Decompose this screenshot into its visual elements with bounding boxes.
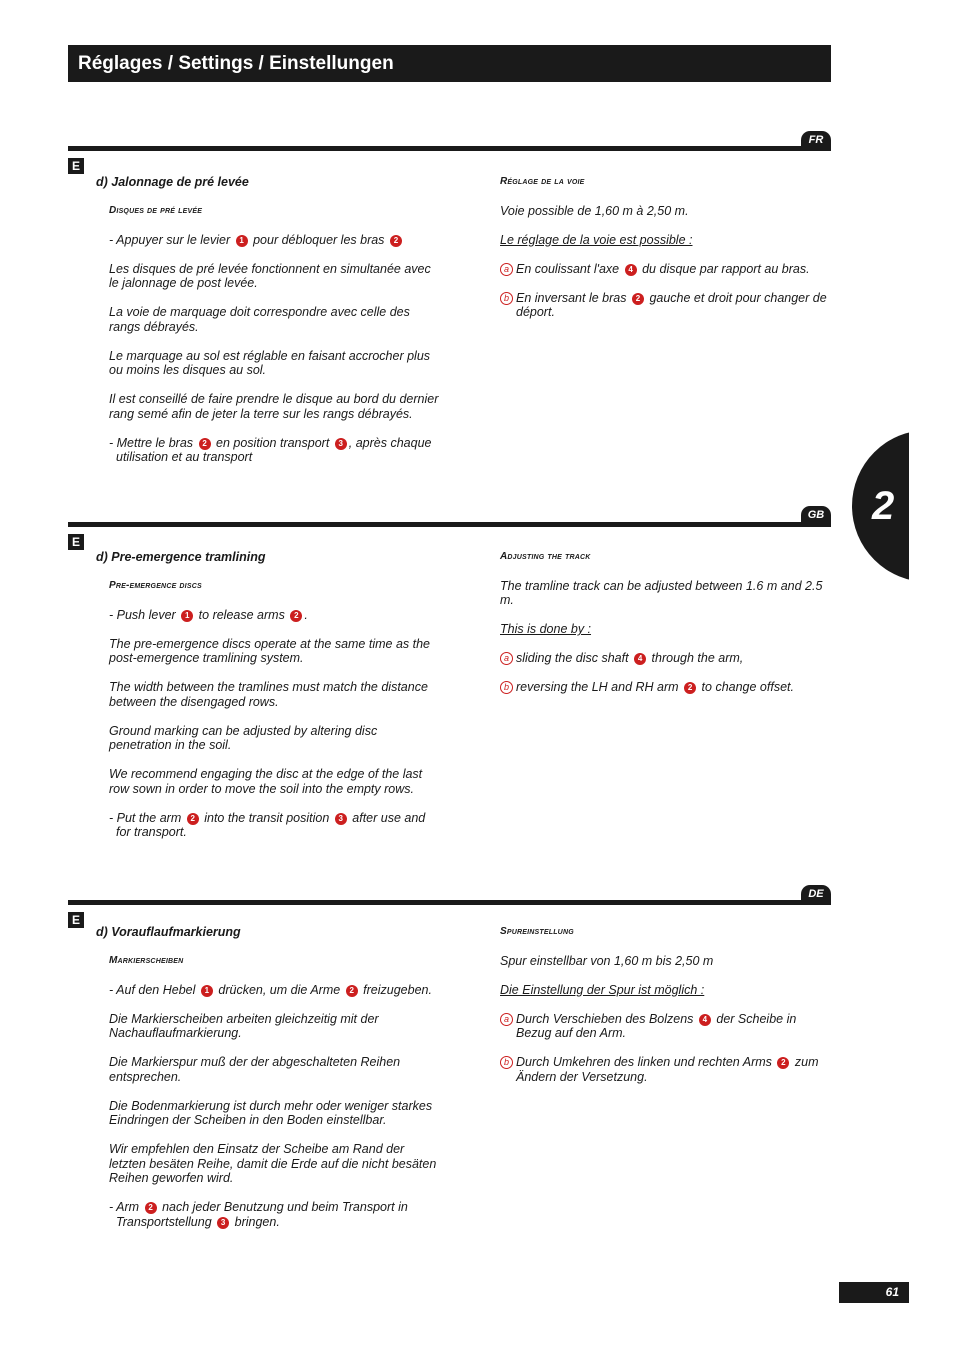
gb-right-column (500, 550, 832, 709)
paragraph: Voie possible de 1,60 m à 2,50 m. (500, 203, 689, 218)
option-a: a Durch Verschieben des Bolzens 4 der Scheibe in Bezug auf den Arm. (500, 1012, 832, 1041)
paragraph: We recommend engaging the disc at the edge of the last row sown in order to move the soil into the empty rows. (109, 767, 423, 796)
paragraph: Die Einstellung der Spur ist möglich : (500, 982, 705, 997)
instruction: - Mettre le bras 2 en position transport 3 , après chaque utilisation et au transport (109, 435, 432, 465)
subsection-title: Disques de pré levée (109, 204, 203, 216)
paragraph: Il est conseillé de faire prendre le disque au bord du dernier rang semé afin de jeter la terre sur les rangs débrayés. (109, 392, 439, 421)
subsection-title: Pre-emergence discs (109, 579, 202, 591)
section-marker-gb: E (68, 534, 84, 550)
paragraph: Ground marking can be adjusted by altering disc penetration in the soil. (109, 723, 378, 753)
section-rule-gb (68, 522, 831, 527)
section-title: d) Vorauflaufmarkierung (96, 925, 241, 939)
option-a: a sliding the disc shaft 4 through the arm, (500, 651, 832, 666)
callout-badge: 2 (346, 985, 358, 997)
callout-badge: 3 (217, 1217, 229, 1229)
instruction: - Auf den Hebel 1 drücken, um die Arme 2 freizugeben. (109, 982, 432, 997)
callout-badge: 2 (199, 438, 211, 450)
instruction: - Arm 2 nach jeder Benutzung und beim Transport in Transportstellung 3 bringen. (109, 1200, 408, 1229)
callout-badge: 2 (632, 293, 644, 305)
subsection-title: Adjusting the track (500, 551, 591, 562)
page-title: Réglages / Settings / Einstellungen (78, 53, 394, 74)
section-title: d) Pre-emergence tramlining (96, 550, 266, 564)
callout-badge: 1 (181, 610, 193, 622)
subsection-title: Spureinstellung (500, 926, 574, 937)
fr-left-column (96, 175, 441, 479)
paragraph: Die Markierscheiben arbeiten gleichzeitig mit der Nachauflaufmarkierung. (109, 1011, 379, 1041)
letter-badge: a (500, 1013, 513, 1026)
section-rule-de (68, 900, 831, 905)
de-right-column (500, 925, 832, 1099)
gb-left-column (96, 550, 441, 854)
subsection-title: Markierscheiben (109, 954, 184, 966)
callout-badge: 4 (699, 1014, 711, 1026)
section-marker-de: E (68, 912, 84, 928)
option-b: b En inversant le bras 2 gauche et droit pour changer de déport. (500, 291, 832, 320)
callout-badge: 4 (634, 653, 646, 665)
callout-badge: 2 (684, 682, 696, 694)
letter-badge: b (500, 1056, 513, 1069)
option-b: b reversing the LH and RH arm 2 to change offset. (500, 680, 832, 695)
paragraph: Le réglage de la voie est possible : (500, 232, 693, 247)
paragraph: The tramline track can be adjusted between 1.6 m and 2.5 m. (500, 578, 823, 608)
page-number: 61 (839, 1282, 909, 1303)
callout-badge: 2 (777, 1057, 789, 1069)
callout-badge: 2 (187, 813, 199, 825)
option-b: b Durch Umkehren des linken und rechten Arms 2 zum Ändern der Versetzung. (500, 1055, 832, 1084)
paragraph: Die Markierspur muß der der abgeschalteten Reihen entsprechen. (109, 1055, 401, 1084)
lang-tab-gb: GB (801, 506, 831, 524)
lang-tab-de: DE (801, 885, 831, 903)
paragraph: The pre-emergence discs operate at the same time as the post-emergence tramlining system. (109, 636, 430, 666)
callout-badge: 2 (145, 1202, 157, 1214)
paragraph: Les disques de pré levée fonctionnent en simultanée avec le jalonnage de post levée. (109, 261, 431, 291)
subsection-title: Réglage de la voie (500, 176, 585, 187)
paragraph: La voie de marquage doit correspondre avec celle des rangs débrayés. (109, 305, 410, 334)
option-a: a En coulissant l'axe 4 du disque par rapport au bras. (500, 262, 832, 277)
paragraph: Wir empfehlen den Einsatz der Scheibe am Rand der letzten besäten Reihe, damit die Erde auf die nicht besäten Reihen geworfen wird. (109, 1142, 437, 1186)
section-marker-fr: E (68, 158, 84, 174)
letter-badge: a (500, 263, 513, 276)
letter-badge: b (500, 681, 513, 694)
paragraph: Le marquage au sol est réglable en faisant accrocher plus ou moins les disques au sol. (109, 348, 431, 378)
fr-right-column (500, 175, 832, 334)
callout-badge: 2 (390, 235, 402, 247)
instruction: - Put the arm 2 into the transit position 3 after use and for transport. (109, 810, 426, 840)
page-header (68, 45, 831, 82)
section-rule-fr (68, 146, 831, 151)
callout-badge: 1 (201, 985, 213, 997)
letter-badge: a (500, 652, 513, 665)
callout-badge: 1 (236, 235, 248, 247)
instruction: - Appuyer sur le levier 1 pour débloquer les bras 2 (109, 233, 441, 248)
callout-badge: 3 (335, 813, 347, 825)
callout-badge: 3 (335, 438, 347, 450)
paragraph: Spur einstellbar von 1,60 m bis 2,50 m (500, 953, 714, 968)
lang-tab-fr: FR (801, 131, 831, 149)
chapter-number: 2 (872, 484, 895, 528)
paragraph: Die Bodenmarkierung ist durch mehr oder weniger starkes Eindringen der Scheiben in den Boden einstellbar. (109, 1098, 433, 1128)
paragraph: The width between the tramlines must match the distance between the disengaged rows. (109, 680, 428, 709)
paragraph: This is done by : (500, 622, 592, 637)
callout-badge: 4 (625, 264, 637, 276)
de-left-column (96, 925, 441, 1244)
section-title: d) Jalonnage de pré levée (96, 175, 249, 189)
letter-badge: b (500, 292, 513, 305)
instruction: - Push lever 1 to release arms 2 . (109, 607, 308, 622)
callout-badge: 2 (290, 610, 302, 622)
